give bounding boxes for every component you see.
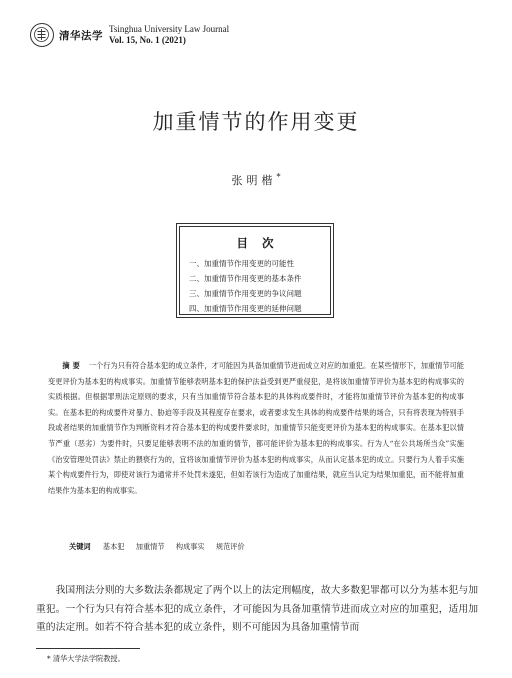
keywords-label: 关键词 bbox=[69, 542, 91, 551]
journal-volume: Vol. 15, No. 1 (2021) bbox=[109, 35, 186, 45]
footnote-divider bbox=[36, 648, 140, 649]
abstract-text: 一个行为只有符合基本犯的成立条件，才可能因为具备加重情节进而成立对应的加重犯。在某些情形下，加重情节可能变更评价为基本犯的构成事实。加重情节能够表明基本犯的保护法益受到更严重侵犯，是将该加重情节评价为基本犯的构成事实的实质根据。但根据罪刑法定原则的要求，只有当加重情节符合基本犯的具体构成要件时，才能将加重情节评价为基本犯的构成事实。在基本犯的构成要件对暴力、胁迫等手段及其程度存在要求，或者要求发生具体的构成要件结果的场合，只有将表现为特别手段或者结果的加重情节作为判断资料才符合基本犯的构成要件要求时，加重情节只能变更评价为基本犯的构成事实。在基本犯以情节严重（恶劣）为要件时，只要足能够表明不法的加重的情节，都可能评价为基本犯的构成事实。行为人“在公共场所当众”实施《治安管理处罚法》禁止的猥亵行为的，宜将该加重情节评价为基本犯的构成事实，从而认定基本犯的成立。只要行为人着手实施某个构成要件行为，即使对该行为通常并不处罚未遂犯，但如若该行为造成了加重结果，就应当认定为结果加重犯，而不能将加重结果作为基本犯的构成事实。 bbox=[48, 361, 464, 495]
toc-item: 一、加重情节作用变更的可能性 bbox=[189, 259, 294, 268]
journal-header bbox=[30, 22, 229, 48]
abstract bbox=[48, 358, 464, 498]
journal-info-en bbox=[109, 24, 229, 46]
toc-item: 二、加重情节作用变更的基本条件 bbox=[189, 274, 302, 283]
journal-name-cn: 清华法学 bbox=[59, 29, 103, 42]
toc-list bbox=[180, 256, 330, 316]
toc-heading: 目次 bbox=[236, 236, 288, 250]
toc-item: 三、加重情节作用变更的争议问题 bbox=[189, 289, 302, 298]
footnote-text: 清华大学法学院教授。 bbox=[52, 654, 125, 663]
footnote bbox=[47, 654, 125, 664]
author-footnote-mark: * bbox=[276, 172, 281, 182]
toc-item: 四、加重情节作用变更的延伸问题 bbox=[189, 304, 302, 313]
journal-seal-icon bbox=[30, 23, 54, 47]
keyword: 构成事实 bbox=[175, 542, 205, 551]
keyword: 规范评价 bbox=[215, 542, 245, 551]
toc-inner-frame bbox=[179, 226, 331, 315]
article-author bbox=[0, 172, 512, 188]
keyword: 加重情节 bbox=[135, 542, 165, 551]
article-title: 加重情节的作用变更 bbox=[152, 110, 360, 134]
journal-name-en: Tsinghua University Law Journal bbox=[109, 24, 230, 34]
table-of-contents bbox=[176, 223, 334, 318]
footnote-mark: * bbox=[47, 654, 51, 663]
author-name: 张明楷 bbox=[231, 174, 277, 187]
keywords bbox=[69, 542, 254, 552]
body-paragraph: 我国刑法分则的大多数法条都规定了两个以上的法定刑幅度，故大多数犯罪都可以分为基本犯与加重犯。一个行为只有符合基本犯的成立条件，才可能因为具备加重情节进而成立对应的加重犯，适用加重的法定刑。如若不符合基本犯的成立条件，则不可能因为具备加重情节而 bbox=[36, 585, 478, 633]
abstract-label: 摘要 bbox=[62, 361, 83, 370]
keyword: 基本犯 bbox=[102, 542, 125, 551]
